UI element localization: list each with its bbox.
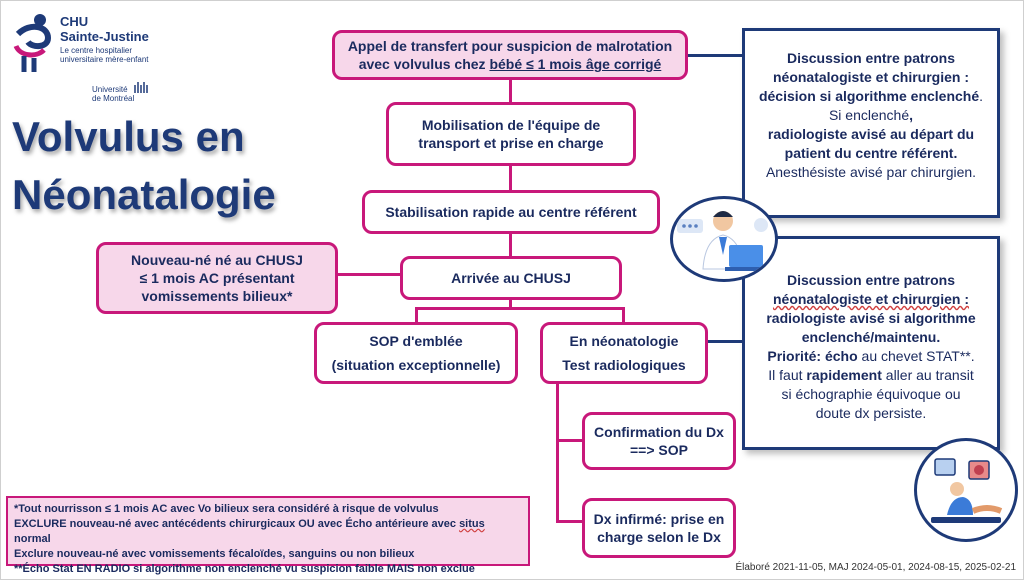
side-bottom-p5a: Priorité:: [767, 348, 825, 364]
side-top-p3: décision si algorithme enclenché: [758, 88, 980, 104]
side-top-p2: néonatalogiste et chirurgien :: [772, 69, 970, 85]
side-bottom-p6a: Il faut: [768, 367, 807, 383]
side-bottom-p5c: au chevet STAT**.: [857, 348, 975, 364]
connector-line: [556, 384, 559, 521]
note-line2a: EXCLURE nouveau-né avec antécédents chirurgicaux OU avec Écho antérieure avec: [14, 518, 460, 530]
doctor-phone-illustration: [670, 196, 778, 282]
connector-line: [415, 307, 625, 310]
side-top-p1: Discussion entre patrons: [786, 50, 956, 66]
transfer-call-line2b: chez: [454, 56, 490, 72]
side-bottom-p4: enclenché/maintenu.: [801, 329, 941, 345]
newborn-line1: Nouveau-né né au CHUSJ: [131, 252, 303, 268]
footer-dates: Élaboré 2021-11-05, MAJ 2024-05-01, 2024-08-15, 2025-02-21: [735, 562, 1016, 573]
transfer-call-line2a: avec volvulus: [358, 56, 455, 72]
sop-line1: SOP d'emblée: [369, 333, 463, 349]
node-dx-infirme: [582, 498, 736, 558]
main-title-line1: Volvulus en: [12, 113, 245, 160]
connector-line: [415, 307, 418, 323]
ultrasound-exam-icon: [917, 441, 1015, 539]
side-top-p4: Si enclenché: [828, 107, 910, 123]
node-stabilisation: [362, 190, 660, 234]
neonat-line2: Test radiologiques: [562, 357, 686, 373]
doctor-phone-icon: [673, 199, 775, 279]
note-line2b: situs: [459, 518, 485, 530]
logo-tagline-line1: Le centre hospitalier: [60, 46, 133, 55]
mobilisation-line2: transport et prise en charge: [418, 135, 604, 151]
udem-logo-icon: [134, 80, 148, 94]
side-top-p5: radiologiste avisé au départ du: [767, 126, 975, 142]
side-bottom-p8: doute dx persiste.: [815, 405, 927, 421]
infirme-line2: charge selon le Dx: [597, 529, 721, 545]
footnotes-box: [6, 496, 530, 575]
connector-line: [509, 164, 512, 190]
logo-name-line2: Sainte-Justine: [60, 29, 149, 44]
ultrasound-illustration: [914, 438, 1018, 542]
side-connector: [708, 340, 742, 343]
side-top-p4-comma: ,: [909, 107, 914, 123]
side-connector: [680, 54, 742, 57]
sop-line2: (situation exceptionnelle): [331, 357, 501, 373]
transfer-call-line1: Appel de transfert pour suspicion de malrotation: [347, 38, 673, 54]
logo-name-line1: CHU: [60, 14, 89, 29]
side-bottom-p6c: aller au transit: [881, 367, 974, 383]
neonat-line1: En néonatologie: [569, 333, 679, 349]
side-bottom-p5b: écho: [824, 348, 858, 364]
side-top-p7: Anesthésiste avisé par chirurgien.: [765, 164, 977, 180]
side-box-discussion-top: [742, 28, 1000, 218]
node-mobilisation: [386, 102, 636, 166]
newborn-line2: ≤ 1 mois AC présentant: [139, 270, 295, 286]
mobilisation-line1: Mobilisation de l'équipe de: [421, 117, 601, 133]
univ-line2: de Montréal: [92, 94, 135, 103]
note-line3: Exclure nouveau-né avec vomissements fécaloïdes, sanguins ou non bilieux: [14, 548, 415, 560]
note-line2c: normal: [14, 533, 51, 545]
infirme-line1: Dx infirmé: prise en: [593, 511, 725, 527]
side-top-p6: patient du centre référent.: [784, 145, 958, 161]
newborn-line3: vomissements bilieux*: [141, 288, 293, 304]
side-box-discussion-bottom: [742, 236, 1000, 450]
side-bottom-p6b: rapidement: [806, 367, 882, 383]
connector-line: [622, 307, 625, 323]
chusj-logo-icon: [10, 12, 56, 74]
stabilisation-label: Stabilisation rapide au centre référent: [385, 204, 637, 220]
node-neonatologie: [540, 322, 708, 384]
univ-line1: Université: [92, 85, 128, 94]
node-sop-emblee: [314, 322, 518, 384]
transfer-call-line2c: bébé ≤ 1 mois âge corrigé: [489, 56, 662, 72]
side-bottom-p1: Discussion entre patrons: [786, 272, 956, 288]
connector-line: [336, 273, 402, 276]
node-newborn-chusj: [96, 242, 338, 314]
logo-tagline-line2: universitaire mère-enfant: [60, 55, 149, 64]
side-bottom-p2: néonatalogiste et chirurgien :: [772, 291, 970, 307]
note-line4: **Écho Stat EN RADIO si algorithme non enclenché vu suspicion faible MAIS non exclue: [14, 563, 475, 575]
main-title-line2: Néonatalogie: [12, 171, 276, 218]
node-confirmation: [582, 412, 736, 470]
connector-line: [556, 520, 584, 523]
arrivee-label: Arrivée au CHUSJ: [451, 270, 571, 286]
note-line1: *Tout nourrisson ≤ 1 mois AC avec Vo bilieux sera considéré à risque de volvulus: [14, 503, 439, 515]
confirmation-line2: ==> SOP: [630, 442, 688, 458]
connector-line: [509, 232, 512, 258]
node-transfer-call: [332, 30, 688, 80]
confirmation-line1: Confirmation du Dx: [594, 424, 724, 440]
side-bottom-p3: radiologiste avisé si algorithme: [766, 310, 976, 326]
side-bottom-p7: si échographie équivoque ou: [781, 386, 961, 402]
connector-line: [509, 78, 512, 102]
connector-line: [556, 439, 584, 442]
node-arrivee: [400, 256, 622, 300]
side-top-p3-dot: .: [979, 88, 984, 104]
